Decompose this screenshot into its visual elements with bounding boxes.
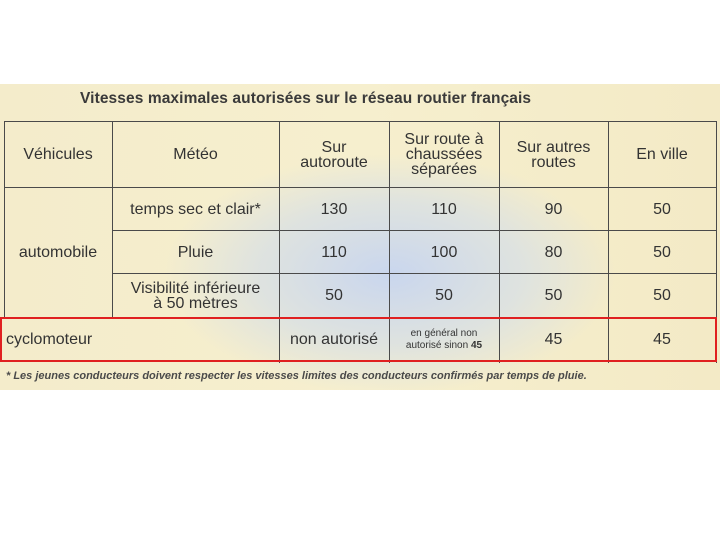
table-title: Vitesses maximales autorisées sur le réseau routier français (80, 90, 532, 107)
header-en-ville: En ville (636, 146, 688, 163)
auto-visibilite-separees: 50 (435, 287, 453, 304)
header-chaussees-separees: Sur route à chaussées séparées (404, 131, 484, 178)
header-vehicules: Véhicules (23, 146, 93, 163)
auto-sec-autres: 90 (544, 200, 563, 218)
meteo-temps-sec: temps sec et clair* (130, 200, 261, 218)
auto-pluie-ville: 50 (653, 243, 671, 261)
auto-sec-separees: 110 (431, 200, 457, 218)
header-autoroute: Sur autoroute (300, 138, 368, 171)
auto-sec-ville: 50 (653, 200, 671, 218)
vehicle-cyclomoteur: cyclomoteur (6, 331, 93, 348)
vehicle-automobile: automobile (18, 244, 98, 261)
cyclomoteur-highlight-frame (0, 317, 717, 362)
auto-visibilite-autoroute: 50 (325, 287, 343, 304)
speed-limits-table (0, 84, 720, 390)
speed-limits-figure (0, 84, 720, 390)
auto-pluie-separees: 100 (430, 243, 458, 261)
meteo-visibilite: Visibilité inférieure à 50 mètres (130, 279, 261, 312)
table-footnote: * Les jeunes conducteurs doivent respecter les vitesses limites des conducteurs confirmés par temps de pluie. (6, 370, 587, 382)
cyclo-autoroute: non autorisé (289, 331, 379, 348)
cyclo-separees: en général non autorisé sinon 45 (405, 327, 483, 351)
cyclo-ville: 45 (653, 331, 671, 348)
auto-pluie-autoroute: 110 (321, 243, 347, 261)
meteo-pluie: Pluie (177, 243, 214, 261)
header-meteo: Météo (173, 146, 218, 163)
auto-visibilite-ville: 50 (653, 287, 671, 304)
auto-pluie-autres: 80 (544, 243, 563, 261)
header-autres-routes: Sur autres routes (516, 138, 591, 171)
auto-sec-autoroute: 130 (320, 200, 348, 218)
auto-visibilite-autres: 50 (544, 287, 563, 304)
cyclo-autres: 45 (544, 331, 563, 348)
